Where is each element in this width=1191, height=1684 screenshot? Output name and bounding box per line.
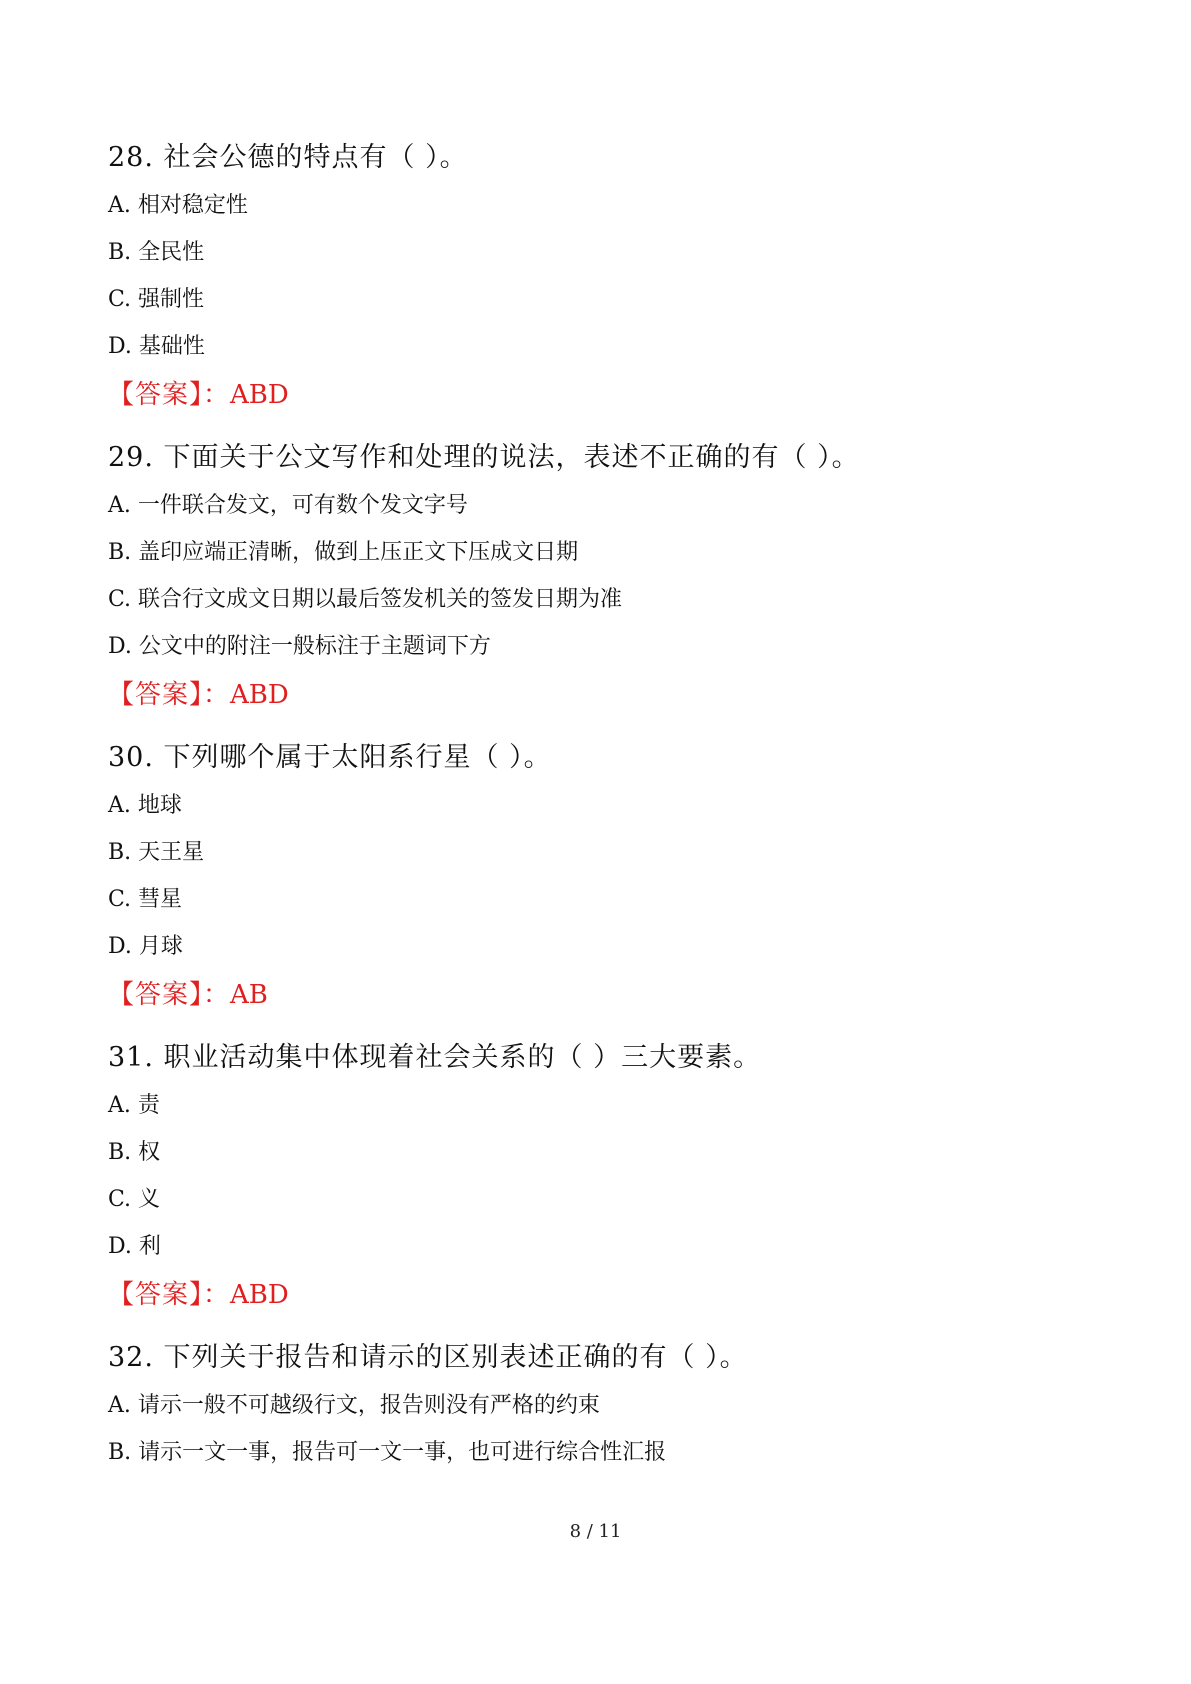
question-list — [108, 138, 1088, 1484]
question-28 — [108, 138, 1088, 412]
option-a: A. 责 — [108, 1093, 160, 1118]
question-29 — [108, 438, 1088, 712]
question-title: 28. 社会公德的特点有（ ）。 — [108, 142, 468, 173]
question-title: 32. 下列关于报告和请示的区别表述正确的有（ ）。 — [108, 1342, 748, 1373]
answer-label: 【答案】： — [108, 1280, 231, 1310]
answer-line — [108, 378, 1088, 412]
option-b: B. 请示一文一事，报告可一文一事，也可进行综合性汇报 — [108, 1440, 667, 1465]
answer-value: ABD — [230, 380, 289, 410]
option-d: D. 基础性 — [108, 334, 205, 359]
question-31 — [108, 1038, 1088, 1312]
option-a: A. 请示一般不可越级行文，报告则没有严格的约束 — [108, 1393, 600, 1418]
option-b: B. 盖印应端正清晰，做到上压正文下压成文日期 — [108, 540, 579, 565]
answer-value: ABD — [230, 680, 289, 710]
question-title: 31. 职业活动集中体现着社会关系的（ ）三大要素。 — [108, 1042, 762, 1073]
option-d: D. 公文中的附注一般标注于主题词下方 — [108, 634, 491, 659]
page-number: 8 / 11 — [569, 1521, 622, 1542]
answer-line — [108, 1278, 1088, 1312]
option-c: C. 彗星 — [108, 887, 183, 912]
answer-label: 【答案】： — [108, 980, 231, 1010]
option-d: D. 月球 — [108, 934, 183, 959]
option-b: B. 天王星 — [108, 840, 205, 865]
option-a: A. 一件联合发文，可有数个发文字号 — [108, 493, 468, 518]
option-c: C. 联合行文成文日期以最后签发机关的签发日期为准 — [108, 587, 623, 612]
option-a: A. 相对稳定性 — [108, 193, 248, 218]
question-title: 30. 下列哪个属于太阳系行星（ ）。 — [108, 742, 552, 773]
option-d: D. 利 — [108, 1234, 161, 1259]
answer-label: 【答案】： — [108, 680, 231, 710]
option-a: A. 地球 — [108, 793, 182, 818]
question-30 — [108, 738, 1088, 1012]
answer-line — [108, 678, 1088, 712]
answer-line — [108, 978, 1088, 1012]
option-b: B. 全民性 — [108, 240, 205, 265]
answer-value: AB — [230, 980, 268, 1010]
option-c: C. 义 — [108, 1187, 161, 1212]
option-b: B. 权 — [108, 1140, 161, 1165]
question-title: 29. 下面关于公文写作和处理的说法，表述不正确的有（ ）。 — [108, 442, 860, 473]
answer-label: 【答案】： — [108, 380, 231, 410]
answer-value: ABD — [230, 1280, 289, 1310]
option-c: C. 强制性 — [108, 287, 205, 312]
question-32 — [108, 1338, 1088, 1469]
